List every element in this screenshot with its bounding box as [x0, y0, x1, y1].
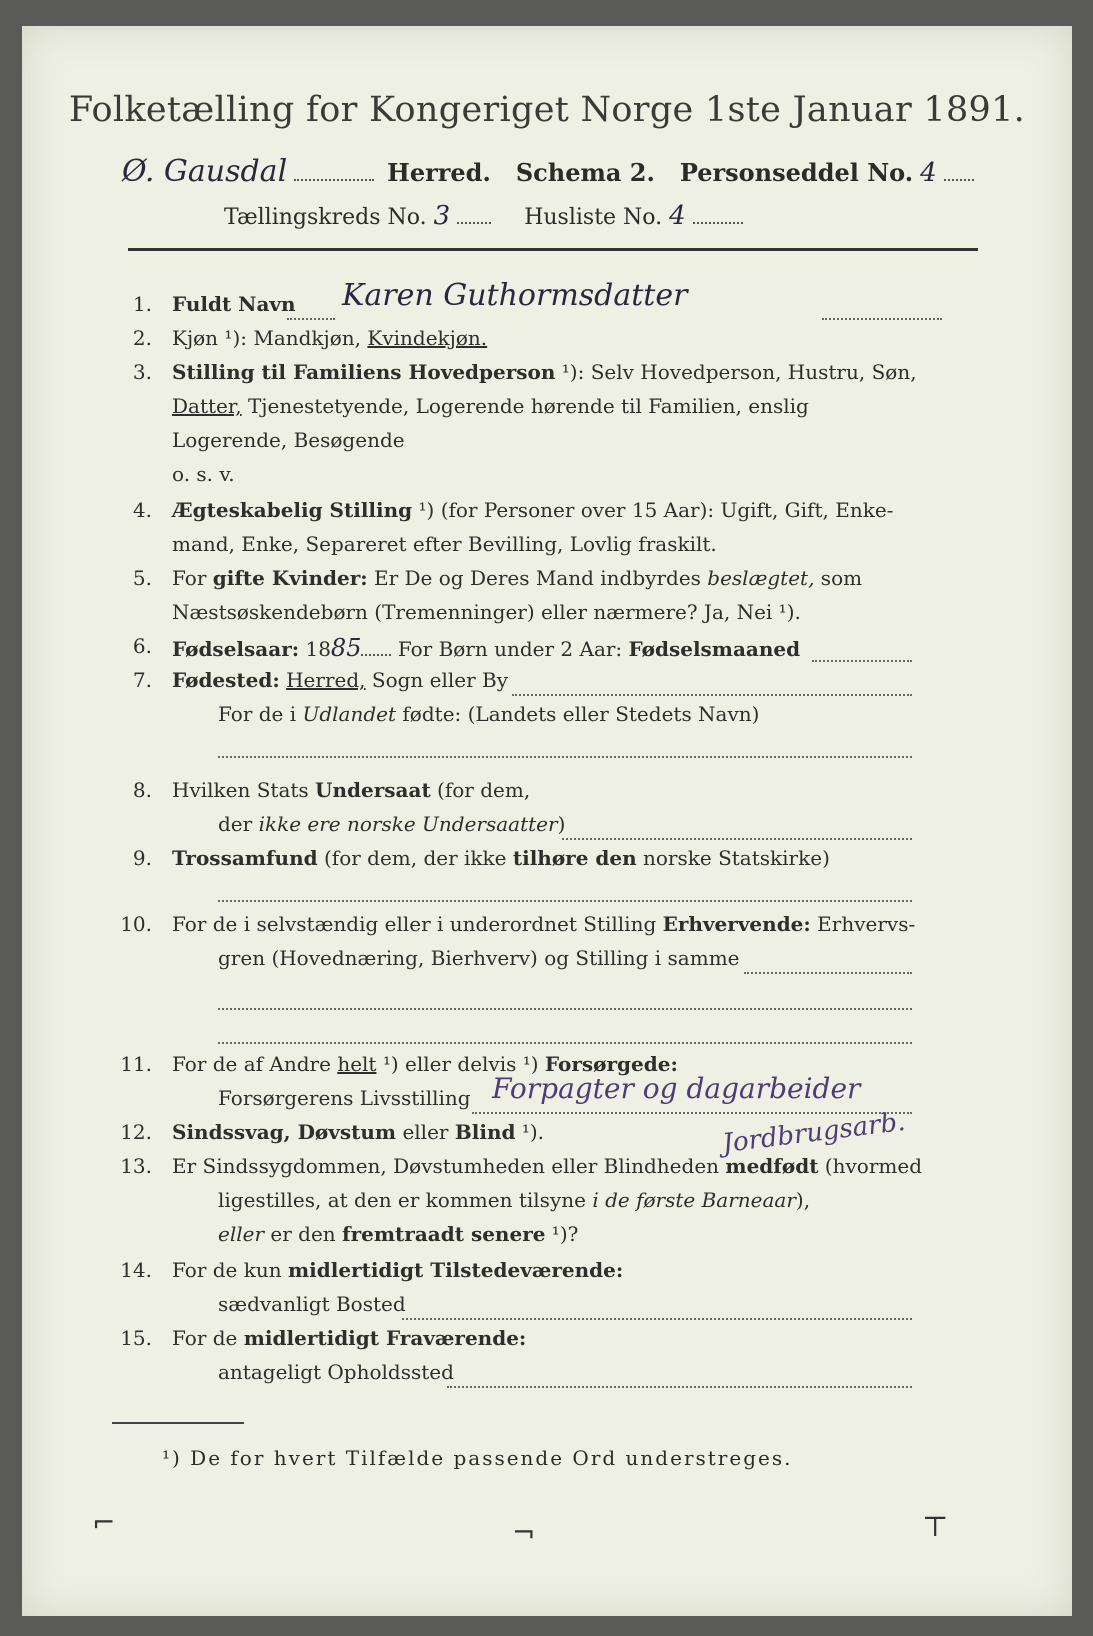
taellingskreds-line — [224, 201, 743, 231]
taellingskreds-label: Tællingskreds No. — [224, 205, 427, 230]
corner-mark-center: ¬ — [512, 1516, 536, 1549]
herred-value: Ø. Gausdal — [122, 154, 288, 189]
gender-selected: Kvindekjøn. — [367, 326, 488, 350]
personseddel-value: 4 — [920, 158, 937, 188]
full-name-value: Karen Guthormsdatter — [342, 278, 688, 313]
taellingskreds-value: 3 — [433, 201, 451, 231]
herred-label: Herred. — [387, 158, 491, 187]
footnote: ¹) De for hvert Tilfælde passende Ord understreges. — [162, 1446, 793, 1470]
census-form-sheet: Folketælling for Kongeriget Norge 1ste Januar 1891. Ø. Gausdal Herred. Schema 2. Personseddel No. 4 Tællingskreds No. 3 Husliste No. 4 1. Fuldt Navn Karen Guthormsdatter 2. Kjøn ¹): Mandkjøn, Kvindekjøn. 3. Stilling til Familiens Hovedperson ¹): Selv Hovedperson, Hustru, Søn, Datter, Tjenestetyende, Logerende hørende til Familien, enslig Logerende, Besøgende o. s. v. 4. Ægteskabelig Stilling ¹) (for Personer over 15 Aar): Ugift, Gift, Enke- mand, Enke, Separeret efter Bevilling, Lovlig fraskilt. 5. For gifte Kvinder: Er De og Deres Mand indbyrdes beslægtet, som Næstsøskendebørn (Tremenninger) eller nærmere? Ja, Nei ¹). 6. Fødselsaar: 1885 For Børn under 2 Aar: Fødselsmaaned 7. Fødested: Herred, Sogn eller By For de i Udlandet fødte: (Landets eller Stedets Navn) 8. Hvilken Stats Undersaat (for dem, der ikke ere norske Undersaatter) 9. Trossamfund (for dem, der ikke tilhøre den norske Statskirke) 10. For de i selvstændig eller i underordnet Stilling Erhvervende: Erhvervs- gren (Hovednæring, Bierhverv) og Stilling i samme 11. For de af Andre helt ¹) eller delvis ¹) Forsørgede: Forsørgerens Livsstilling Forpagter og dagarbeider Jordbrugsarb. 12. Sindssvag, Døvstum eller Blind ¹). 13. Er Sindssygdommen, Døvstumheden eller Blindheden medfødt (hvormed ligestilles, at den er kommen tilsyne i de første Barneaar), eller er den fremtraadt senere ¹)? 14. For de kun midlertidigt Tilstedeværende: sædvanligt Bosted 15. For de midlertidigt Fraværende: antageligt Opholdssted ¹) De for hvert Tilfælde passende Ord understreges. ⌐ ¬ ⊤ — [22, 26, 1072, 1616]
header-rule — [128, 248, 978, 251]
husliste-label: Husliste No. — [524, 205, 663, 230]
provider-occupation-value: Forpagter og dagarbeider — [492, 1072, 861, 1105]
schema-label: Schema 2. — [515, 158, 655, 187]
corner-mark-left: ⌐ — [92, 1506, 116, 1539]
corner-mark-right: ⊤ — [922, 1510, 949, 1543]
husliste-value: 4 — [669, 201, 686, 231]
full-name-label: Fuldt Navn — [172, 292, 296, 316]
form-title: Folketælling for Kongeriget Norge 1ste Januar 1891. — [68, 90, 1026, 130]
family-position-selected: Datter, — [172, 394, 242, 418]
provider-occupation-value-2: Jordbrugsarb. — [720, 1106, 907, 1160]
personseddel-label: Personseddel No. — [679, 158, 914, 187]
footnote-rule — [112, 1422, 244, 1424]
birth-year-value: 85 — [330, 634, 362, 662]
herred-line — [122, 154, 974, 189]
provision-selected: helt — [337, 1052, 377, 1076]
birthplace-selected: Herred, — [286, 668, 366, 692]
